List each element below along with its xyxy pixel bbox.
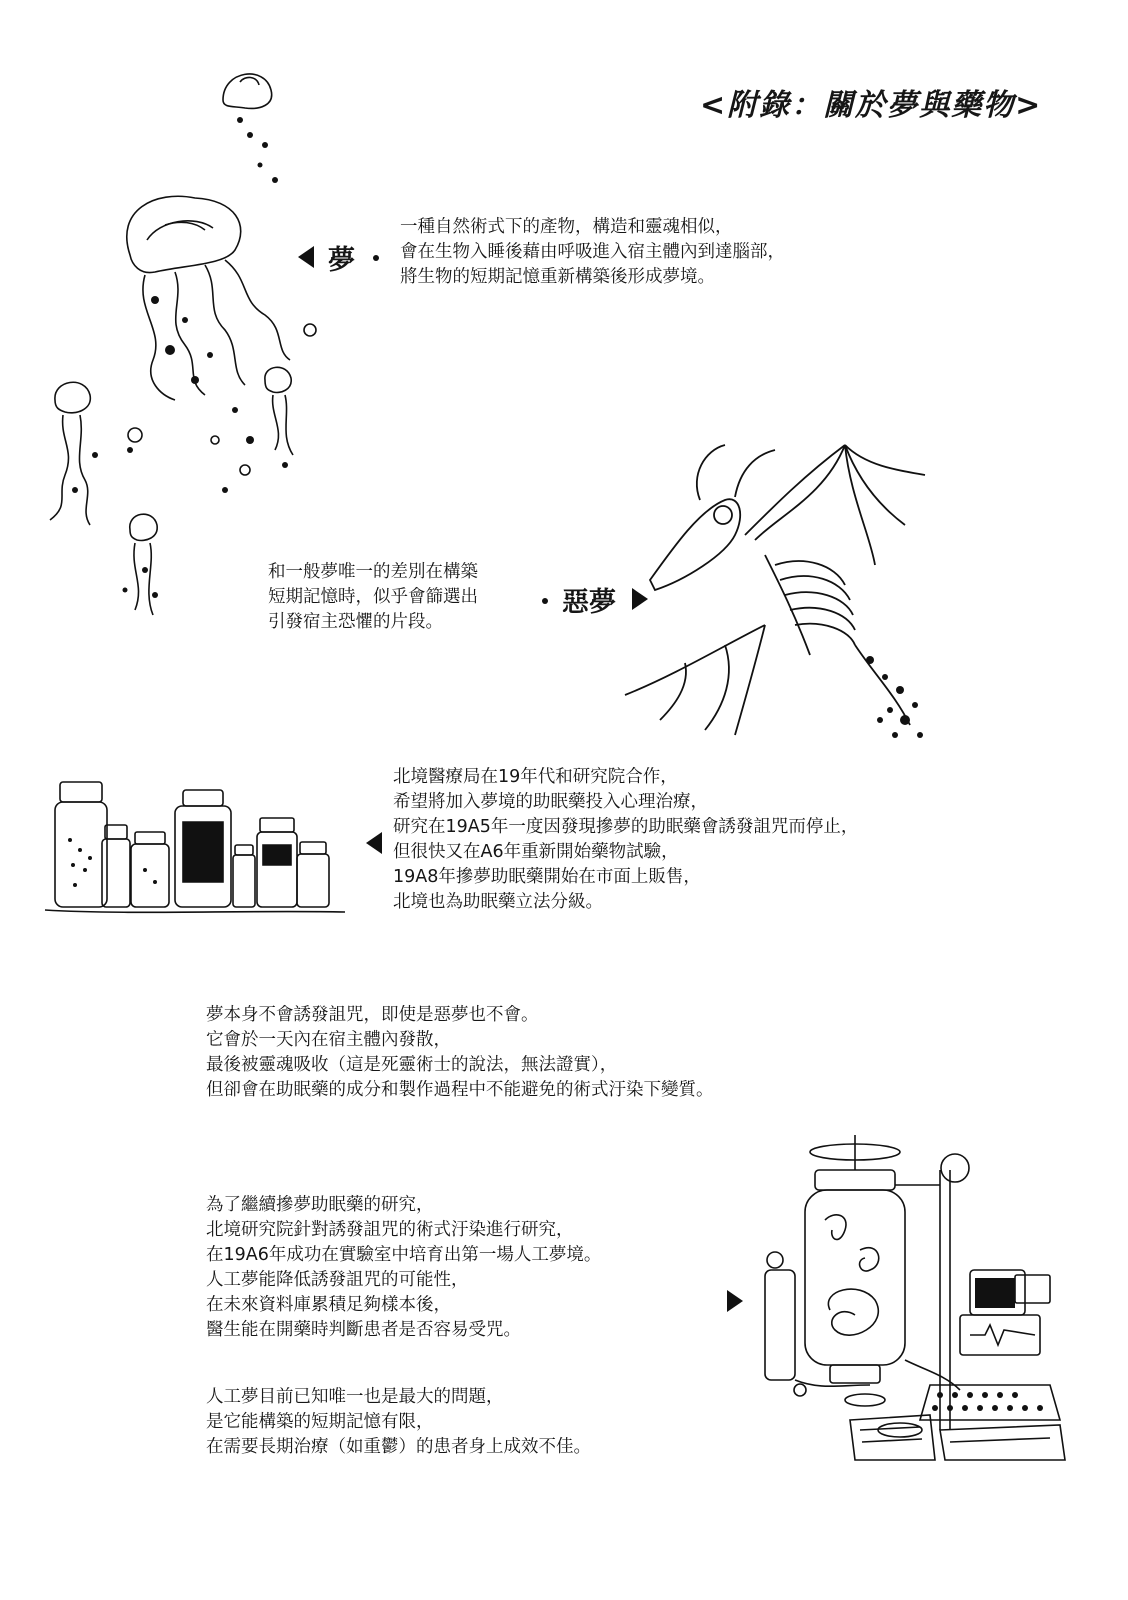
research-line: 為了繼續摻夢助眠藥的研究，	[206, 1195, 434, 1215]
research-line: 在19A6年成功在實驗室中培育出第一場人工夢境。	[206, 1245, 602, 1265]
dream-bullet	[373, 255, 379, 261]
page-title: <附錄：關於夢與藥物>	[700, 88, 1043, 123]
curse-line: 夢本身不會誘發詛咒，即使是惡夢也不會。	[206, 1005, 539, 1025]
research-paragraph	[206, 1193, 601, 1343]
curse-paragraph	[206, 1003, 714, 1103]
lab-apparatus-illustration	[760, 1130, 1090, 1460]
dream-pointer-arrow	[298, 246, 314, 268]
dream-line: 一種自然術式下的產物，構造和靈魂相似，	[400, 217, 733, 237]
dream-jellyfish-illustration	[35, 50, 355, 630]
medicine-line: 希望將加入夢境的助眠藥投入心理治療，	[393, 792, 708, 812]
medicine-line: 研究在19A5年一度因發現摻夢的助眠藥會誘發詛咒而停止，	[393, 817, 859, 837]
research-line: 北境研究院針對誘發詛咒的術式汙染進行研究，	[206, 1220, 574, 1240]
medicine-line: 但很快又在A6年重新開始藥物試驗，	[393, 842, 679, 862]
medicine-line: 19A8年摻夢助眠藥開始在市面上販售，	[393, 867, 701, 887]
research-pointer-arrow	[727, 1290, 743, 1312]
problem-paragraph	[206, 1385, 591, 1460]
medicine-bottles-illustration	[45, 770, 345, 920]
medicine-line: 北境醫療局在19年代和研究院合作，	[393, 767, 678, 787]
research-line: 在未來資料庫累積足夠樣本後，	[206, 1295, 451, 1315]
nightmare-term: 惡夢	[562, 587, 616, 618]
nightmare-line: 引發宿主恐懼的片段。	[268, 612, 443, 632]
medicine-description	[393, 765, 858, 915]
medicine-line: 北境也為助眠藥立法分級。	[393, 892, 603, 912]
curse-line: 但卻會在助眠藥的成分和製作過程中不能避免的術式汙染下變質。	[206, 1080, 714, 1100]
medicine-pointer-arrow	[366, 832, 382, 854]
problem-line: 是它能構築的短期記憶有限，	[206, 1412, 434, 1432]
nightmare-dragon-skeleton-illustration	[605, 415, 955, 755]
nightmare-line: 短期記憶時，似乎會篩選出	[268, 587, 478, 607]
nightmare-description	[268, 560, 478, 635]
dream-term: 夢	[328, 245, 355, 276]
dream-line: 會在生物入睡後藉由呼吸進入宿主體內到達腦部，	[400, 242, 785, 262]
problem-line: 人工夢目前已知唯一也是最大的問題，	[206, 1387, 504, 1407]
dream-description	[400, 215, 785, 290]
research-line: 醫生能在開藥時判斷患者是否容易受咒。	[206, 1320, 521, 1340]
curse-line: 最後被靈魂吸收（這是死靈術士的說法，無法證實），	[206, 1055, 618, 1075]
problem-line: 在需要長期治療（如重鬱）的患者身上成效不佳。	[206, 1437, 591, 1457]
nightmare-bullet	[542, 598, 548, 604]
dream-line: 將生物的短期記憶重新構築後形成夢境。	[400, 267, 715, 287]
research-line: 人工夢能降低誘發詛咒的可能性，	[206, 1270, 469, 1290]
nightmare-line: 和一般夢唯一的差別在構築	[268, 562, 478, 582]
curse-line: 它會於一天內在宿主體內發散，	[206, 1030, 451, 1050]
